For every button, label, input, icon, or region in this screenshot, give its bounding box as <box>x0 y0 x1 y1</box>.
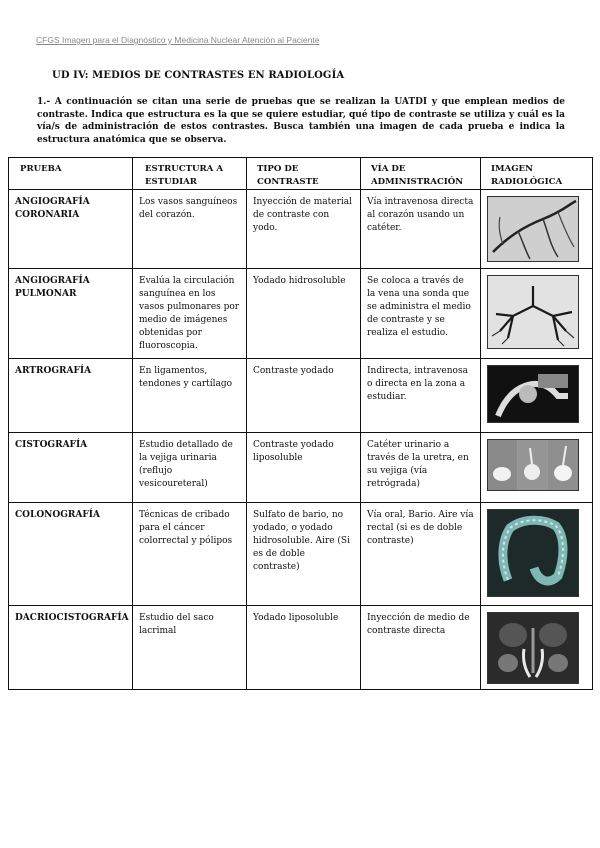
table-row <box>9 190 593 269</box>
table-row <box>9 433 593 503</box>
prueba-cell: CISTOGRAFÍA <box>9 433 133 503</box>
contraste-cell: Yodado hidrosoluble <box>247 269 361 359</box>
header-imagen: IMAGEN RADIOLÓGICA <box>481 158 593 190</box>
contraste-cell: Contraste yodado <box>247 359 361 433</box>
contraste-cell: Contraste yodado liposoluble <box>247 433 361 503</box>
cystogram-image <box>487 439 579 491</box>
table-row <box>9 359 593 433</box>
prueba-cell: ANGIOGRAFÍA PULMONAR <box>9 269 133 359</box>
via-cell: Indirecta, intravenosa o directa en la zona a estudiar. <box>361 359 481 433</box>
document-header: CFGS Imagen para el Diagnóstico y Medicina Nuclear Atención al Paciente <box>36 35 320 45</box>
header-via: VÍA DE ADMINISTRACIÓN <box>361 158 481 190</box>
prueba-cell: DACRIOCISTOGRAFÍA <box>9 606 133 690</box>
via-cell: Inyección de medio de contraste directa <box>361 606 481 690</box>
via-cell: Vía oral, Bario. Aire vía rectal (si es de doble contraste) <box>361 503 481 606</box>
prueba-cell: ARTROGRAFÍA <box>9 359 133 433</box>
dacryocystogram-image <box>487 612 579 684</box>
coronary-angiogram-image <box>487 196 579 262</box>
table-header-row <box>9 158 593 190</box>
contrast-table <box>8 157 593 690</box>
via-cell: Catéter urinario a través de la uretra, en su vejiga (vía retrógrada) <box>361 433 481 503</box>
contraste-cell: Yodado liposoluble <box>247 606 361 690</box>
unit-title: UD IV: MEDIOS DE CONTRASTES EN RADIOLOGÍA <box>52 70 345 81</box>
estructura-cell: Técnicas de cribado para el cáncer colorrectal y pólipos <box>133 503 247 606</box>
header-prueba: PRUEBA <box>9 158 133 190</box>
via-cell: Vía intravenosa directa al corazón usando un catéter. <box>361 190 481 269</box>
estructura-cell: Los vasos sanguíneos del corazón. <box>133 190 247 269</box>
table-row <box>9 503 593 606</box>
colonography-image <box>487 509 579 597</box>
pulmonary-angiogram-image <box>487 275 579 349</box>
arthrogram-image <box>487 365 579 423</box>
contraste-cell: Inyección de material de contraste con yodo. <box>247 190 361 269</box>
prueba-cell: ANGIOGRAFÍA CORONARIA <box>9 190 133 269</box>
estructura-cell: Estudio del saco lacrimal <box>133 606 247 690</box>
header-contraste: TIPO DE CONTRASTE <box>247 158 361 190</box>
estructura-cell: Evalúa la circulación sanguínea en los vasos pulmonares por medio de imágenes obtenidas por fluoroscopia. <box>133 269 247 359</box>
header-estructura: ESTRUCTURA A ESTUDIAR <box>133 158 247 190</box>
contraste-cell: Sulfato de bario, no yodado, o yodado hidrosoluble. Aire (Si es de doble contraste) <box>247 503 361 606</box>
estructura-cell: Estudio detallado de la vejiga urinaria (reflujo vesicoureteral) <box>133 433 247 503</box>
via-cell: Se coloca a través de la vena una sonda que se administra el medio de contraste y se realiza el estudio. <box>361 269 481 359</box>
prueba-cell: COLONOGRAFÍA <box>9 503 133 606</box>
table-row <box>9 269 593 359</box>
table-row <box>9 606 593 690</box>
instructions-paragraph: 1.- A continuación se citan una serie de pruebas que se realizan la UATDI y que emplean medios de contraste. Indica que estructura es la que se quiere estudiar, qué tipo de contraste se utiliza y cuál es la vía/s de administración de estos contrastes. Busca también una imagen de cada prueba e indica la estructura anatómica que se observa. <box>37 97 565 145</box>
estructura-cell: En ligamentos, tendones y cartílago <box>133 359 247 433</box>
